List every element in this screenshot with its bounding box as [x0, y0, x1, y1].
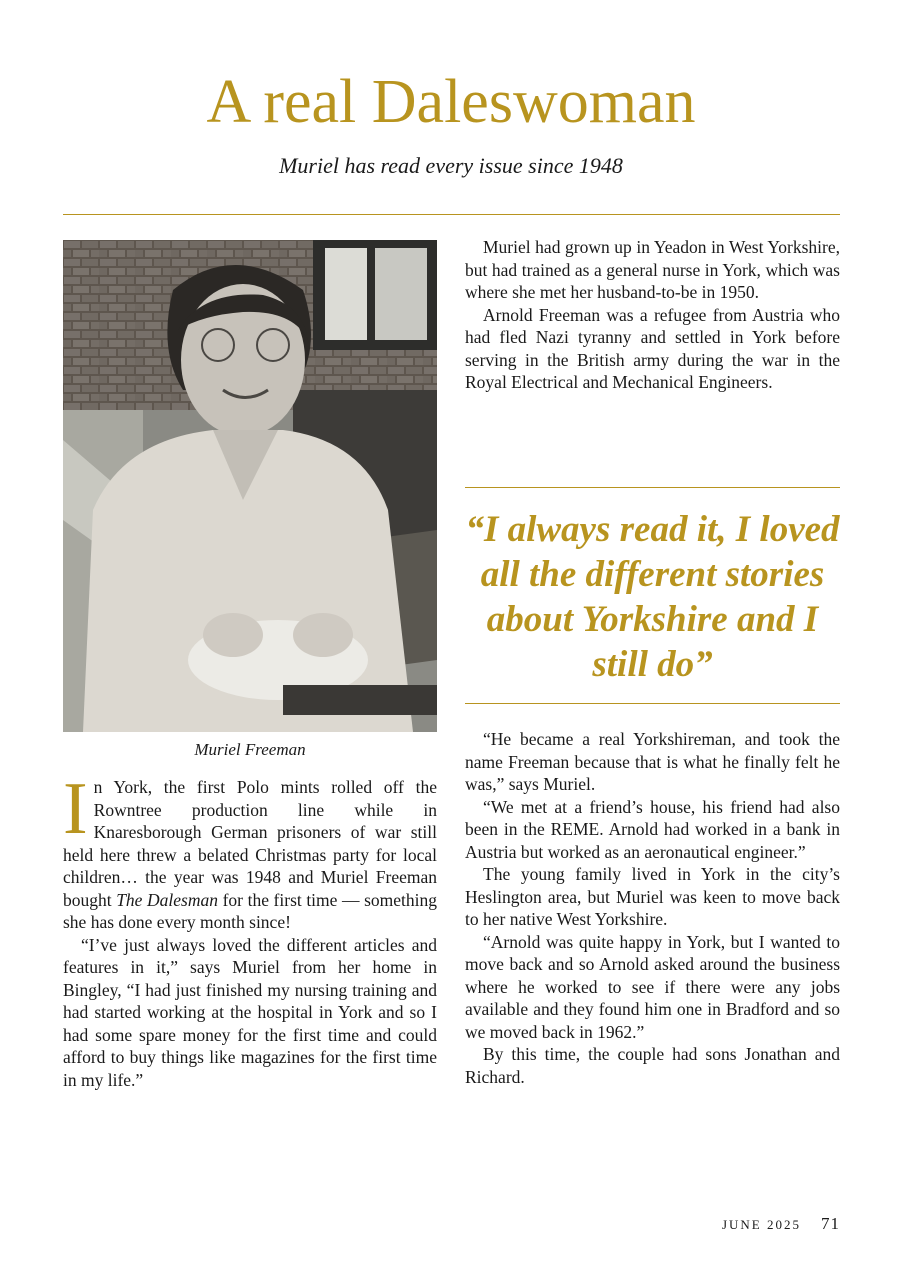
article-title: A real Daleswoman [206, 68, 696, 136]
pull-quote: “I always read it, I loved all the different stories about Yorkshire and I still do” [465, 509, 840, 685]
paragraph: The young family lived in York in the city’s Heslington area, but Muriel was keen to move back to her native West Yorkshire. [465, 864, 840, 929]
paragraph: “We met at a friend’s house, his friend had also been in the REME. Arnold had worked in a bank in Austria but worked as an aeronautical engineer.” [465, 796, 840, 862]
paragraph: By this time, the couple had sons Jonathan and Richard. [465, 1044, 840, 1087]
drop-cap: I [63, 768, 88, 850]
magazine-title: The Dalesman [116, 889, 219, 910]
right-column-top-text [465, 236, 840, 394]
paragraph: Arnold Freeman was a refugee from Austria who had fled Nazi tyranny and settled in York before serving in the British army during the war in the Royal Electrical and Mechanical Engineers. [465, 304, 840, 392]
article-subtitle: Muriel has read every issue since 1948 [279, 153, 623, 178]
photo-caption: Muriel Freeman [194, 740, 306, 759]
pull-quote-bottom-rule [465, 703, 840, 704]
pull-quote-top-rule [465, 487, 840, 488]
paragraph: “Arnold was quite happy in York, but I wanted to move back and so Arnold asked around the business where he worked to see if there were any jobs available and they found him one in Bradford and so we moved back in 1962.” [465, 931, 840, 1042]
left-column-text [63, 768, 437, 1091]
paragraph: Muriel had grown up in Yeadon in West Yorkshire, but had trained as a general nurse in York, which was where she met her husband-to-be in 1950. [465, 237, 840, 302]
muriel-freeman-photo [63, 240, 437, 732]
issue-date: JUNE 2025 [721, 1217, 801, 1232]
paragraph: “I’ve just always loved the different articles and features in it,” says Muriel from her home in Bingley, “I had just finished my nursing training and had started working at the hospital in York and so I had some spare money for the first time and could afford to buy things like magazines for the first time in my life.” [63, 934, 437, 1090]
intro-text: n York, the first Polo mints rolled off the Rowntree production line while in Knaresborough German prisoners of war still held here threw a belated Christmas party for local children… the year was 1948 and Muriel Freeman bought [63, 777, 437, 910]
intro-paragraph [63, 768, 437, 934]
page-footer [722, 1214, 840, 1234]
intro-text-end: for the first time — something she has done every month since! [63, 889, 437, 932]
paragraph: “He became a real Yorkshireman, and took the name Freeman because that is what he finally felt he was,” says Muriel. [465, 729, 840, 794]
header-divider [63, 214, 840, 215]
right-column-bottom-text [465, 728, 840, 1088]
portrait-illustration [63, 240, 437, 732]
page-number: 71 [821, 1214, 840, 1233]
